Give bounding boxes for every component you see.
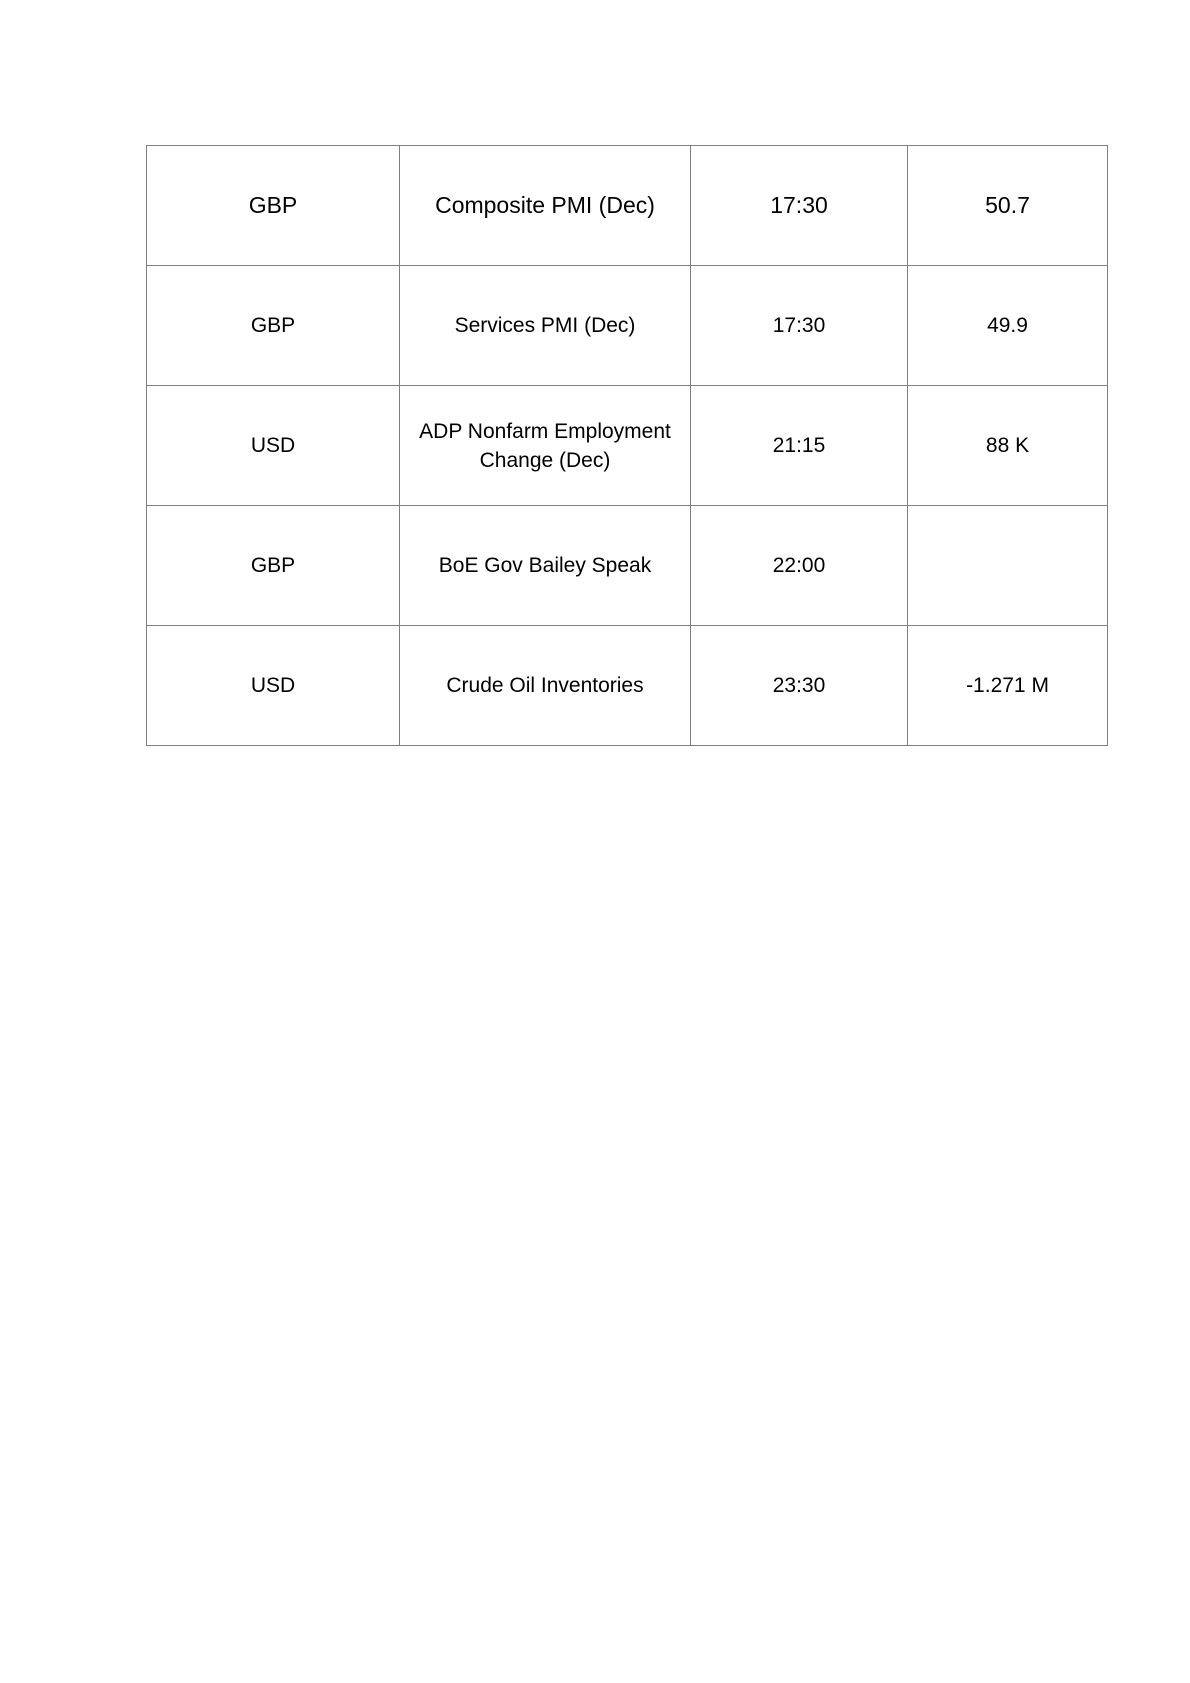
currency-cell: GBP — [147, 146, 400, 266]
event-cell: Crude Oil Inventories — [400, 626, 691, 746]
currency-cell: USD — [147, 386, 400, 506]
event-cell: Services PMI (Dec) — [400, 266, 691, 386]
value-cell: 49.9 — [908, 266, 1108, 386]
event-cell: ADP Nonfarm Employment Change (Dec) — [400, 386, 691, 506]
time-cell: 21:15 — [691, 386, 908, 506]
value-cell — [908, 506, 1108, 626]
table-row — [147, 506, 1108, 626]
economic-calendar-table — [146, 145, 1108, 746]
time-cell: 17:30 — [691, 146, 908, 266]
time-cell: 23:30 — [691, 626, 908, 746]
currency-cell: GBP — [147, 506, 400, 626]
value-cell: 88 K — [908, 386, 1108, 506]
currency-cell: GBP — [147, 266, 400, 386]
event-cell: Composite PMI (Dec) — [400, 146, 691, 266]
value-cell: 50.7 — [908, 146, 1108, 266]
table-row — [147, 626, 1108, 746]
table-row — [147, 266, 1108, 386]
table-row — [147, 386, 1108, 506]
value-cell: -1.271 M — [908, 626, 1108, 746]
time-cell: 22:00 — [691, 506, 908, 626]
time-cell: 17:30 — [691, 266, 908, 386]
table-row — [147, 146, 1108, 266]
currency-cell: USD — [147, 626, 400, 746]
event-cell: BoE Gov Bailey Speak — [400, 506, 691, 626]
